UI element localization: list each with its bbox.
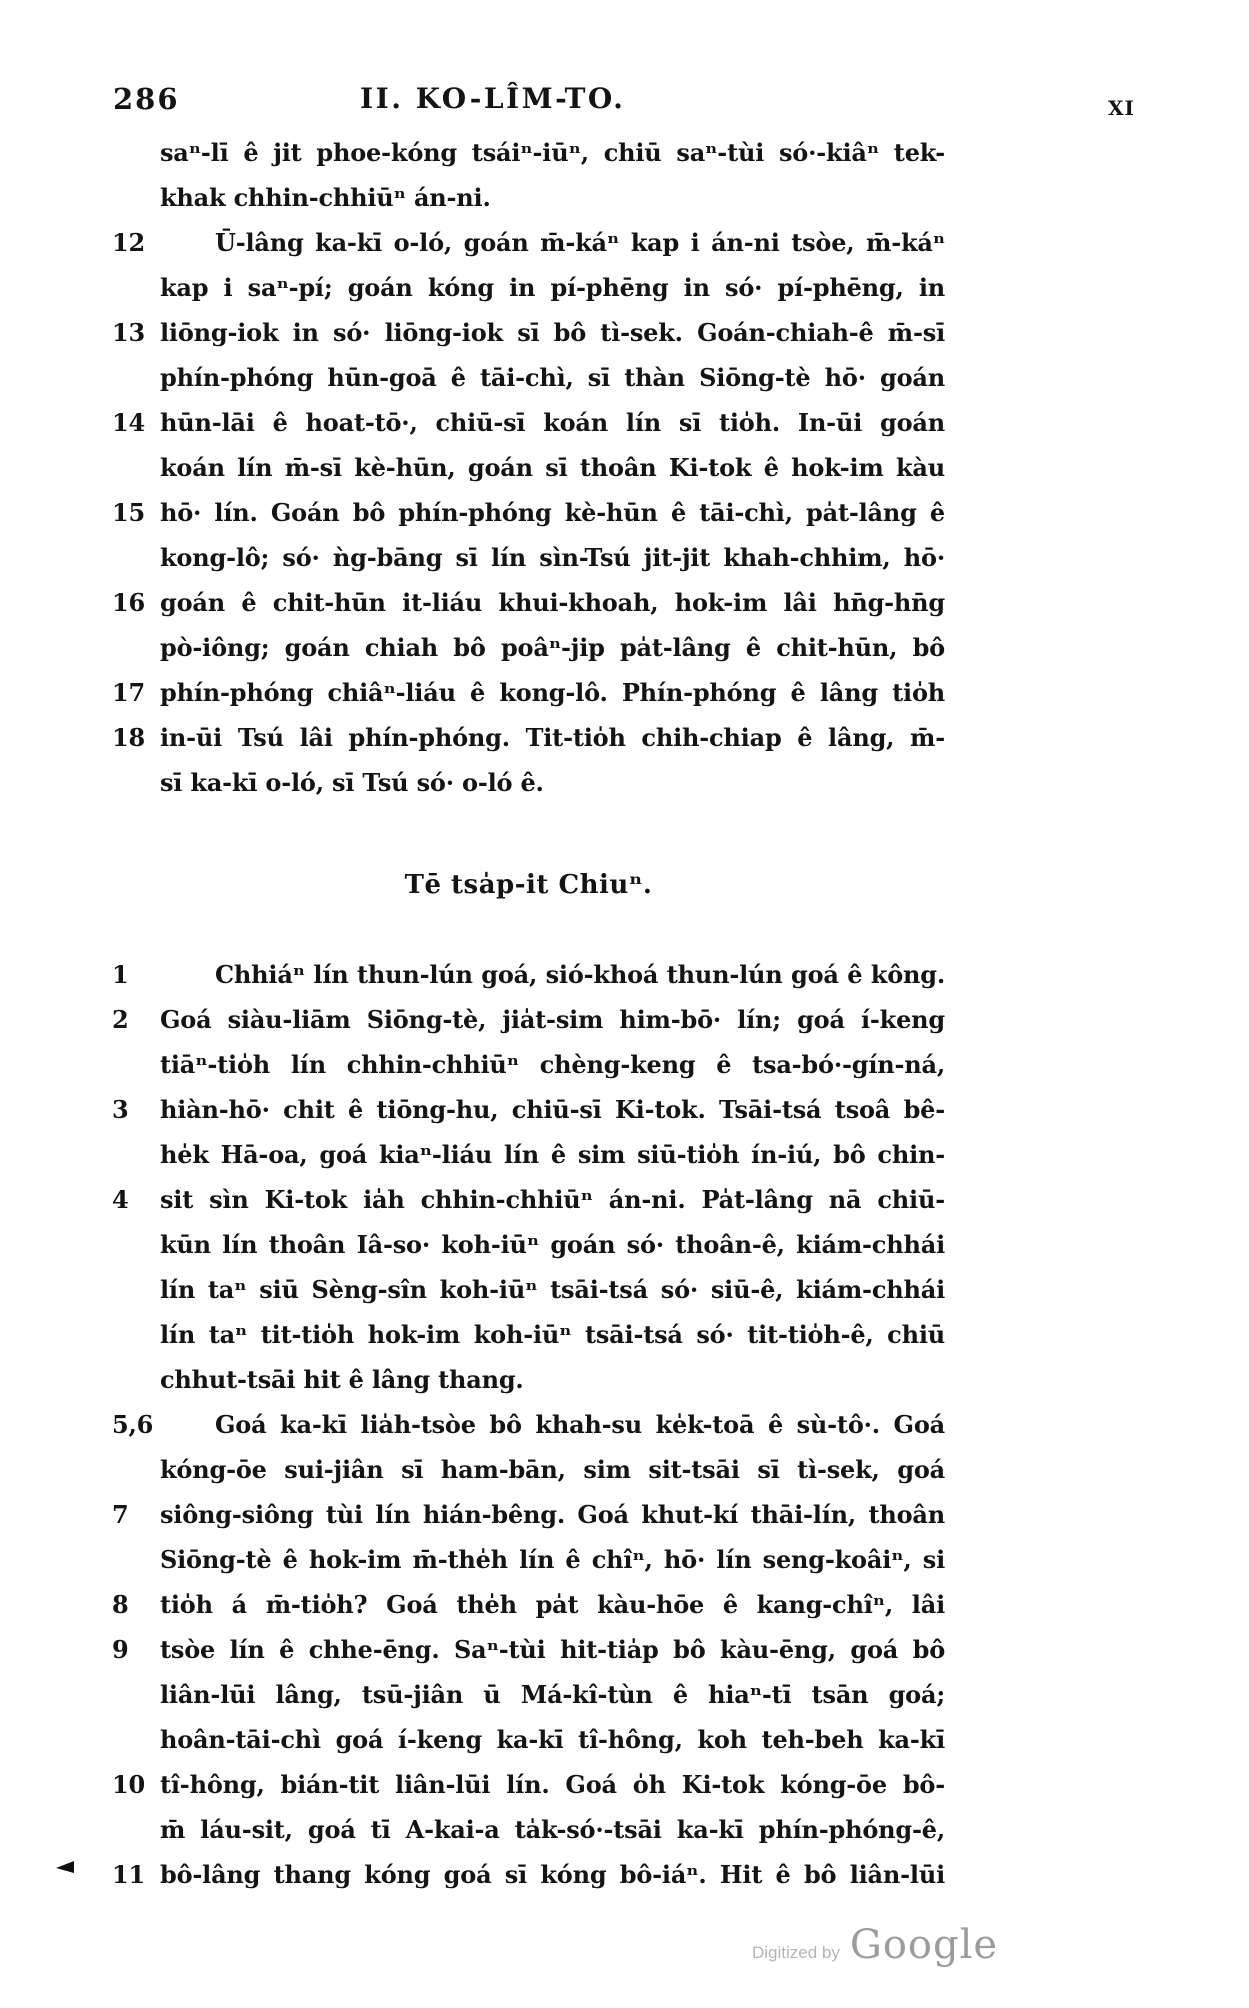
text-line	[112, 580, 945, 625]
google-logo: Google	[849, 1922, 999, 1968]
verse-text: phín-phóng hūn-goā ê tāi-chì, sī thàn Siōng-tè hō· goán	[160, 363, 945, 392]
page-header	[0, 82, 1249, 128]
verse-text: chhut-tsāi hit ê lâng thang.	[160, 1365, 524, 1394]
text-line	[112, 1807, 945, 1852]
text-line	[112, 310, 945, 355]
verse-text: liân-lūi lâng, tsū-jiân ū Má-kî-tùn ê hiaⁿ-tī tsān goá;	[160, 1680, 945, 1709]
text-line	[112, 490, 945, 535]
text-line	[112, 1132, 945, 1177]
verse-text: koán lín m̄-sī kè-hūn, goán sī thoân Ki-tok ê hok-im kàu	[160, 453, 945, 482]
verse-text: khak chhin-chhiūⁿ án-ni.	[160, 183, 491, 212]
verse-text: liōng-iok in só· liōng-iok sī bô tì-sek. Goán-chiah-ê m̄-sī	[160, 318, 945, 347]
running-title: II. KO-LÎM-TO.	[360, 82, 626, 115]
text-line	[112, 175, 945, 220]
text-line	[112, 445, 945, 490]
text-line	[112, 220, 945, 265]
verse-text: Chhiáⁿ lín thun-lún goá, sió-khoá thun-lún goá ê kông.	[215, 960, 945, 989]
verse-number: 1	[112, 960, 129, 989]
verse-text: tio̍h á m̄-tio̍h? Goá the̍h pa̍t kàu-hōe ê kang-chîⁿ, lâi	[160, 1590, 945, 1619]
text-line	[112, 760, 945, 805]
verse-text: tiāⁿ-tio̍h lín chhin-chhiūⁿ chèng-keng ê tsa-bó·-gín-ná,	[160, 1050, 945, 1079]
verse-text: hūn-lāi ê hoat-tō·, chiū-sī koán lín sī tio̍h. In-ūi goán	[160, 408, 945, 437]
text-line	[112, 952, 945, 997]
verse-text: in-ūi Tsú lâi phín-phóng. Tit-tio̍h chih-chiap ê lâng, m̄-	[160, 723, 945, 752]
text-line	[112, 355, 945, 400]
verse-text: hiàn-hō· chit ê tiōng-hu, chiū-sī Ki-tok. Tsāi-tsá tsoâ bê-	[160, 1095, 945, 1124]
text-block-chapter-10-end	[112, 130, 945, 805]
verse-text: tî-hông, bián-tit liân-lūi lín. Goá o̍h Ki-tok kóng-ōe bô-	[160, 1770, 945, 1799]
text-line	[112, 1042, 945, 1087]
verse-number: 14	[112, 408, 145, 437]
verse-text: Siōng-tè ê hok-im m̄-the̍h lín ê chîⁿ, hō· lín seng-koâiⁿ, si	[160, 1545, 945, 1574]
verse-number: 12	[112, 228, 145, 257]
verse-number: 13	[112, 318, 145, 347]
verse-text: Ū-lâng ka-kī o-ló, goán m̄-káⁿ kap i án-ni tsòe, m̄-káⁿ	[215, 228, 945, 257]
text-block-chapter-11-start	[112, 952, 945, 1897]
verse-number: 5,6	[112, 1410, 154, 1439]
text-line	[112, 1222, 945, 1267]
verse-text: bô-lâng thang kóng goá sī kóng bô-iáⁿ. Hit ê bô liân-lūi	[160, 1860, 945, 1889]
text-line	[112, 130, 945, 175]
page-number: 286	[113, 82, 180, 116]
text-line	[112, 997, 945, 1042]
text-line	[112, 1537, 945, 1582]
verse-number: 8	[112, 1590, 129, 1619]
verse-text: sī ka-kī o-ló, sī Tsú só· o-ló ê.	[160, 768, 544, 797]
text-line	[112, 1357, 945, 1402]
verse-text: m̄ láu-sit, goá tī A-kai-a ta̍k-só·-tsāi ka-kī phín-phóng-ê,	[160, 1815, 945, 1844]
text-line	[112, 1447, 945, 1492]
verse-text: hoân-tāi-chì goá í-keng ka-kī tî-hông, koh teh-beh ka-kī	[160, 1725, 945, 1754]
text-line	[112, 1312, 945, 1357]
verse-number: 18	[112, 723, 145, 752]
chapter-heading: Tē tsa̍p-it Chiuⁿ.	[404, 870, 653, 900]
chapter-column-marker: XI	[1108, 96, 1135, 120]
verse-text: pò-iông; goán chiah bô poâⁿ-jip pa̍t-lâng ê chit-hūn, bô	[160, 633, 945, 662]
verse-text: Goá siàu-liām Siōng-tè, jia̍t-sim him-bō· lín; goá í-keng	[160, 1005, 945, 1034]
verse-text: kūn lín thoân Iâ-so· koh-iūⁿ goán só· thoân-ê, kiám-chhái	[160, 1230, 945, 1259]
verse-text: kap i saⁿ-pí; goán kóng in pí-phēng in só· pí-phēng, in	[160, 273, 945, 302]
text-line	[112, 1492, 945, 1537]
text-line	[112, 535, 945, 580]
watermark-digitized-by-label: Digitized by	[752, 1943, 840, 1962]
verse-text: saⁿ-lī ê jit phoe-kóng tsáiⁿ-iūⁿ, chiū saⁿ-tùi só·-kiâⁿ tek-	[160, 138, 945, 167]
verse-text: goán ê chit-hūn it-liáu khui-khoah, hok-im lâi hn̄g-hn̄g	[160, 588, 945, 617]
verse-text: Goá ka-kī lia̍h-tsòe bô khah-su ke̍k-toā ê sù-tô·. Goá	[215, 1410, 945, 1439]
text-line	[112, 1852, 945, 1897]
verse-text: phín-phóng chiâⁿ-liáu ê kong-lô. Phín-phóng ê lâng tio̍h	[160, 678, 945, 707]
verse-number: 9	[112, 1635, 129, 1664]
text-line	[112, 1087, 945, 1132]
text-line	[112, 1582, 945, 1627]
verse-text: hō· lín. Goán bô phín-phóng kè-hūn ê tāi-chì, pa̍t-lâng ê	[160, 498, 945, 527]
verse-text: kóng-ōe sui-jiân sī ham-bān, sim sit-tsāi sī tì-sek, goá	[160, 1455, 945, 1484]
verse-number: 4	[112, 1185, 129, 1214]
text-line	[112, 265, 945, 310]
verse-text: lín taⁿ siū Sèng-sîn koh-iūⁿ tsāi-tsá só· siū-ê, kiám-chhái	[160, 1275, 945, 1304]
verse-text: siông-siông tùi lín hián-bêng. Goá khut-kí thāi-lín, thoân	[160, 1500, 945, 1529]
text-line	[112, 400, 945, 445]
verse-number: 11	[112, 1860, 145, 1889]
verse-number: 16	[112, 588, 145, 617]
verse-text: sit sìn Ki-tok ia̍h chhin-chhiūⁿ án-ni. Pa̍t-lâng nā chiū-	[160, 1185, 945, 1214]
verse-text: lín taⁿ tit-tio̍h hok-im koh-iūⁿ tsāi-tsá só· tit-tio̍h-ê, chiū	[160, 1320, 945, 1349]
watermark	[752, 1922, 998, 1968]
verse-number: 10	[112, 1770, 145, 1799]
text-line	[112, 1672, 945, 1717]
text-line	[112, 1267, 945, 1312]
scan-artifact-mark	[56, 1861, 74, 1873]
text-line	[112, 1627, 945, 1672]
text-line	[112, 1177, 945, 1222]
verse-number: 2	[112, 1005, 129, 1034]
verse-text: kong-lô; só· ǹg-bāng sī lín sìn-Tsú jit-jit khah-chhim, hō·	[160, 543, 945, 572]
verse-text: he̍k Hā-oa, goá kiaⁿ-liáu lín ê sim siū-tio̍h ín-iú, bô chin-	[160, 1140, 945, 1169]
text-line	[112, 625, 945, 670]
text-line	[112, 1717, 945, 1762]
text-line	[112, 1762, 945, 1807]
verse-number: 3	[112, 1095, 129, 1124]
verse-text: tsòe lín ê chhe-ēng. Saⁿ-tùi hit-tia̍p bô kàu-ēng, goá bô	[160, 1635, 945, 1664]
verse-number: 15	[112, 498, 145, 527]
text-line	[112, 1402, 945, 1447]
text-line	[112, 715, 945, 760]
verse-number: 7	[112, 1500, 129, 1529]
verse-number: 17	[112, 678, 145, 707]
text-line	[112, 670, 945, 715]
